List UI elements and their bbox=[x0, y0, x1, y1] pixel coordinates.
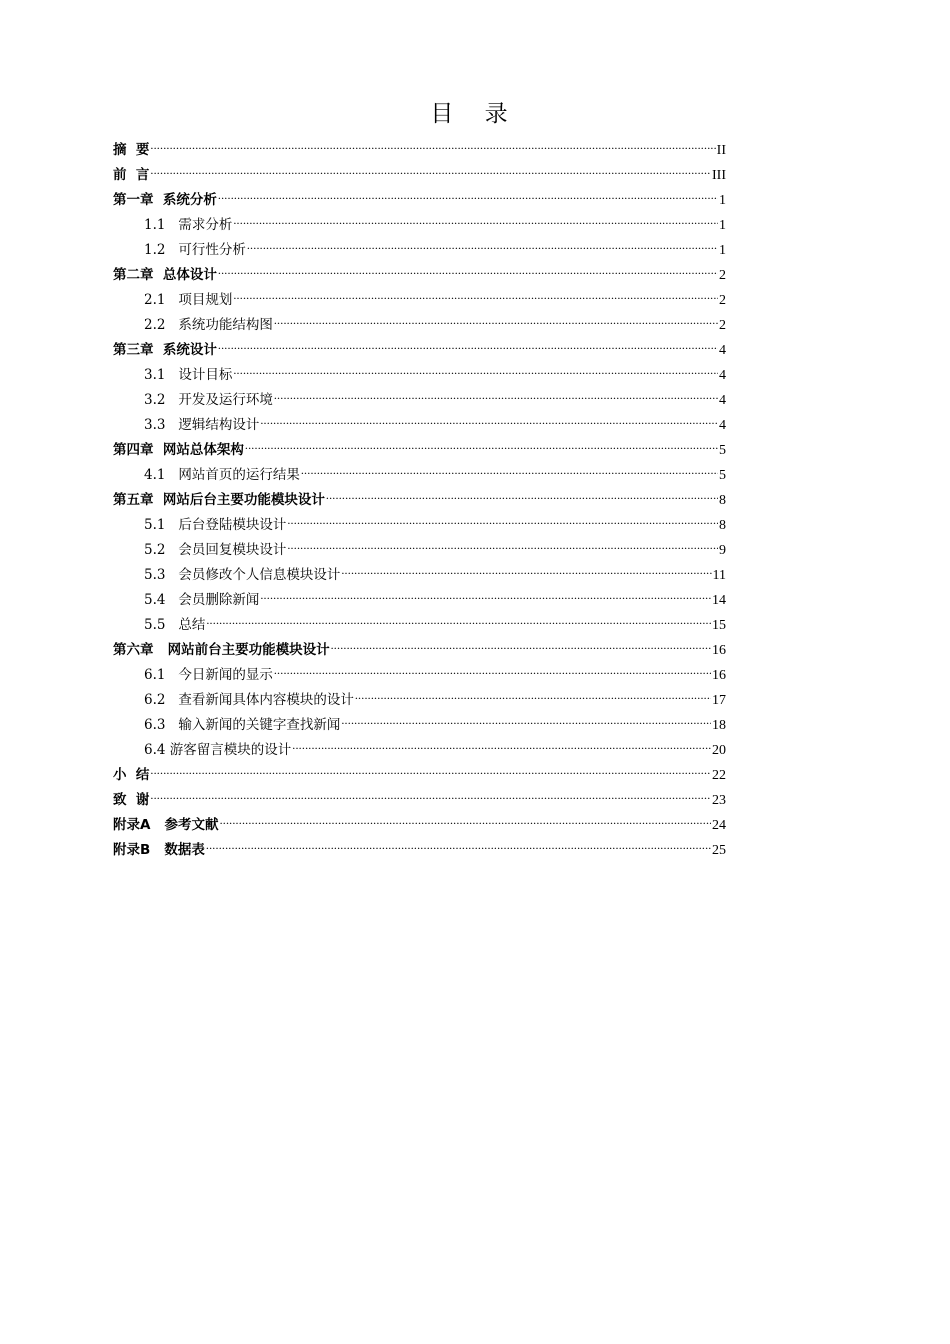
toc-entry-page-number: 14 bbox=[712, 593, 726, 608]
toc-entry-label: 第二章 总体设计 bbox=[113, 267, 217, 283]
toc-entry-chapter[interactable] bbox=[113, 813, 726, 838]
toc-entry-label: 第四章 网站总体架构 bbox=[113, 442, 244, 458]
toc-entry-section[interactable] bbox=[113, 238, 726, 263]
toc-entry-chapter[interactable] bbox=[113, 163, 726, 188]
toc-entry-section[interactable] bbox=[113, 663, 726, 688]
toc-dot-leader bbox=[287, 515, 718, 529]
toc-dot-leader bbox=[341, 715, 711, 729]
toc-entry-label: 附录A 参考文献 bbox=[113, 817, 219, 833]
toc-entry-chapter[interactable] bbox=[113, 488, 726, 513]
toc-entry-label: 小 结 bbox=[113, 767, 150, 783]
toc-entry-label: 2.1 项目规划 bbox=[144, 292, 233, 308]
toc-dot-leader bbox=[150, 165, 711, 179]
toc-entry-page-number: 17 bbox=[712, 693, 726, 708]
toc-dot-leader bbox=[233, 365, 718, 379]
toc-entry-label: 5.1 后台登陆模块设计 bbox=[144, 517, 287, 533]
toc-entry-page-number: 5 bbox=[719, 468, 726, 483]
toc-entry-label: 5.2 会员回复模块设计 bbox=[144, 542, 287, 558]
toc-entry-page-number: 2 bbox=[719, 318, 726, 333]
toc-entry-section[interactable] bbox=[113, 413, 726, 438]
toc-entry-label: 致 谢 bbox=[113, 792, 150, 808]
toc-entry-page-number: 9 bbox=[719, 543, 726, 558]
toc-entry-section[interactable] bbox=[113, 313, 726, 338]
toc-entry-label: 前 言 bbox=[113, 167, 150, 183]
toc-entry-page-number: 8 bbox=[719, 518, 726, 533]
toc-dot-leader bbox=[287, 540, 718, 554]
toc-entry-page-number: 22 bbox=[712, 768, 726, 783]
toc-dot-leader bbox=[274, 315, 718, 329]
toc-title: 目 录 bbox=[430, 101, 520, 127]
toc-entry-label: 5.4 会员删除新闻 bbox=[144, 592, 260, 608]
toc-entry-chapter[interactable] bbox=[113, 138, 726, 163]
toc-entry-page-number: 1 bbox=[719, 218, 726, 233]
toc-entry-section[interactable] bbox=[113, 738, 726, 763]
table-of-contents bbox=[113, 138, 726, 863]
toc-entry-page-number: 11 bbox=[712, 568, 726, 583]
toc-dot-leader bbox=[150, 790, 711, 804]
toc-entry-label: 摘 要 bbox=[113, 142, 150, 158]
toc-entry-chapter[interactable] bbox=[113, 188, 726, 213]
toc-entry-page-number: 16 bbox=[712, 643, 726, 658]
toc-dot-leader bbox=[218, 265, 718, 279]
toc-entry-page-number: 8 bbox=[719, 493, 726, 508]
toc-entry-section[interactable] bbox=[113, 388, 726, 413]
toc-entry-label: 第五章 网站后台主要功能模块设计 bbox=[113, 492, 325, 508]
toc-entry-label: 3.3 逻辑结构设计 bbox=[144, 417, 260, 433]
toc-dot-leader bbox=[331, 640, 711, 654]
toc-dot-leader bbox=[206, 840, 711, 854]
toc-entry-page-number: 20 bbox=[712, 743, 726, 758]
toc-entry-page-number: 4 bbox=[719, 418, 726, 433]
toc-entry-label: 1.2 可行性分析 bbox=[144, 242, 246, 258]
toc-entry-label: 附录B 数据表 bbox=[113, 842, 205, 858]
toc-entry-label: 5.5 总结 bbox=[144, 617, 206, 633]
toc-entry-section[interactable] bbox=[113, 713, 726, 738]
toc-entry-page-number: 15 bbox=[712, 618, 726, 633]
toc-entry-page-number: 2 bbox=[719, 293, 726, 308]
toc-entry-page-number: 24 bbox=[712, 818, 726, 833]
toc-entry-page-number: 4 bbox=[719, 393, 726, 408]
toc-dot-leader bbox=[274, 390, 718, 404]
toc-entry-page-number: 18 bbox=[712, 718, 726, 733]
toc-entry-page-number: 23 bbox=[712, 793, 726, 808]
toc-entry-chapter[interactable] bbox=[113, 838, 726, 863]
toc-entry-page-number: 5 bbox=[719, 443, 726, 458]
toc-entry-chapter[interactable] bbox=[113, 638, 726, 663]
toc-entry-page-number: 25 bbox=[712, 843, 726, 858]
toc-entry-section[interactable] bbox=[113, 363, 726, 388]
toc-entry-page-number: 4 bbox=[719, 368, 726, 383]
toc-dot-leader bbox=[233, 290, 718, 304]
toc-entry-label: 6.3 输入新闻的关键字查找新闻 bbox=[144, 717, 341, 733]
toc-dot-leader bbox=[206, 615, 711, 629]
toc-entry-label: 3.2 开发及运行环境 bbox=[144, 392, 273, 408]
toc-entry-page-number: 16 bbox=[712, 668, 726, 683]
toc-dot-leader bbox=[150, 140, 715, 154]
toc-dot-leader bbox=[150, 765, 711, 779]
toc-entry-label: 6.2 查看新闻具体内容模块的设计 bbox=[144, 692, 354, 708]
toc-dot-leader bbox=[218, 340, 718, 354]
toc-dot-leader bbox=[274, 665, 711, 679]
toc-entry-label: 5.3 会员修改个人信息模块设计 bbox=[144, 567, 341, 583]
toc-entry-label: 第三章 系统设计 bbox=[113, 342, 217, 358]
toc-dot-leader bbox=[341, 565, 711, 579]
toc-entry-chapter[interactable] bbox=[113, 263, 726, 288]
toc-entry-section[interactable] bbox=[113, 613, 726, 638]
toc-entry-page-number: III bbox=[712, 168, 726, 183]
toc-entry-label: 6.1 今日新闻的显示 bbox=[144, 667, 273, 683]
toc-entry-section[interactable] bbox=[113, 538, 726, 563]
toc-entry-section[interactable] bbox=[113, 288, 726, 313]
toc-entry-label: 6.4 游客留言模块的设计 bbox=[144, 742, 292, 758]
toc-entry-page-number: 4 bbox=[719, 343, 726, 358]
toc-dot-leader bbox=[292, 740, 711, 754]
toc-entry-section[interactable] bbox=[113, 588, 726, 613]
toc-dot-leader bbox=[245, 440, 718, 454]
toc-entry-chapter[interactable] bbox=[113, 438, 726, 463]
toc-entry-section[interactable] bbox=[113, 688, 726, 713]
toc-entry-label: 2.2 系统功能结构图 bbox=[144, 317, 273, 333]
toc-entry-chapter[interactable] bbox=[113, 338, 726, 363]
toc-dot-leader bbox=[301, 465, 718, 479]
toc-dot-leader bbox=[220, 815, 711, 829]
toc-dot-leader bbox=[260, 590, 711, 604]
toc-entry-label: 第六章 网站前台主要功能模块设计 bbox=[113, 642, 330, 658]
toc-entry-section[interactable] bbox=[113, 563, 726, 588]
toc-entry-page-number: II bbox=[716, 143, 726, 158]
toc-dot-leader bbox=[326, 490, 718, 504]
toc-entry-chapter[interactable] bbox=[113, 763, 726, 788]
toc-entry-section[interactable] bbox=[113, 213, 726, 238]
toc-entry-label: 第一章 系统分析 bbox=[113, 192, 217, 208]
toc-entry-page-number: 1 bbox=[719, 193, 726, 208]
toc-dot-leader bbox=[260, 415, 718, 429]
toc-entry-page-number: 1 bbox=[719, 243, 726, 258]
toc-dot-leader bbox=[233, 215, 718, 229]
toc-entry-label: 1.1 需求分析 bbox=[144, 217, 233, 233]
toc-entry-page-number: 2 bbox=[719, 268, 726, 283]
toc-entry-label: 4.1 网站首页的运行结果 bbox=[144, 467, 300, 483]
toc-entry-section[interactable] bbox=[113, 513, 726, 538]
toc-dot-leader bbox=[218, 190, 718, 204]
toc-entry-section[interactable] bbox=[113, 463, 726, 488]
toc-dot-leader bbox=[247, 240, 718, 254]
toc-dot-leader bbox=[355, 690, 711, 704]
toc-entry-chapter[interactable] bbox=[113, 788, 726, 813]
toc-entry-label: 3.1 设计目标 bbox=[144, 367, 233, 383]
